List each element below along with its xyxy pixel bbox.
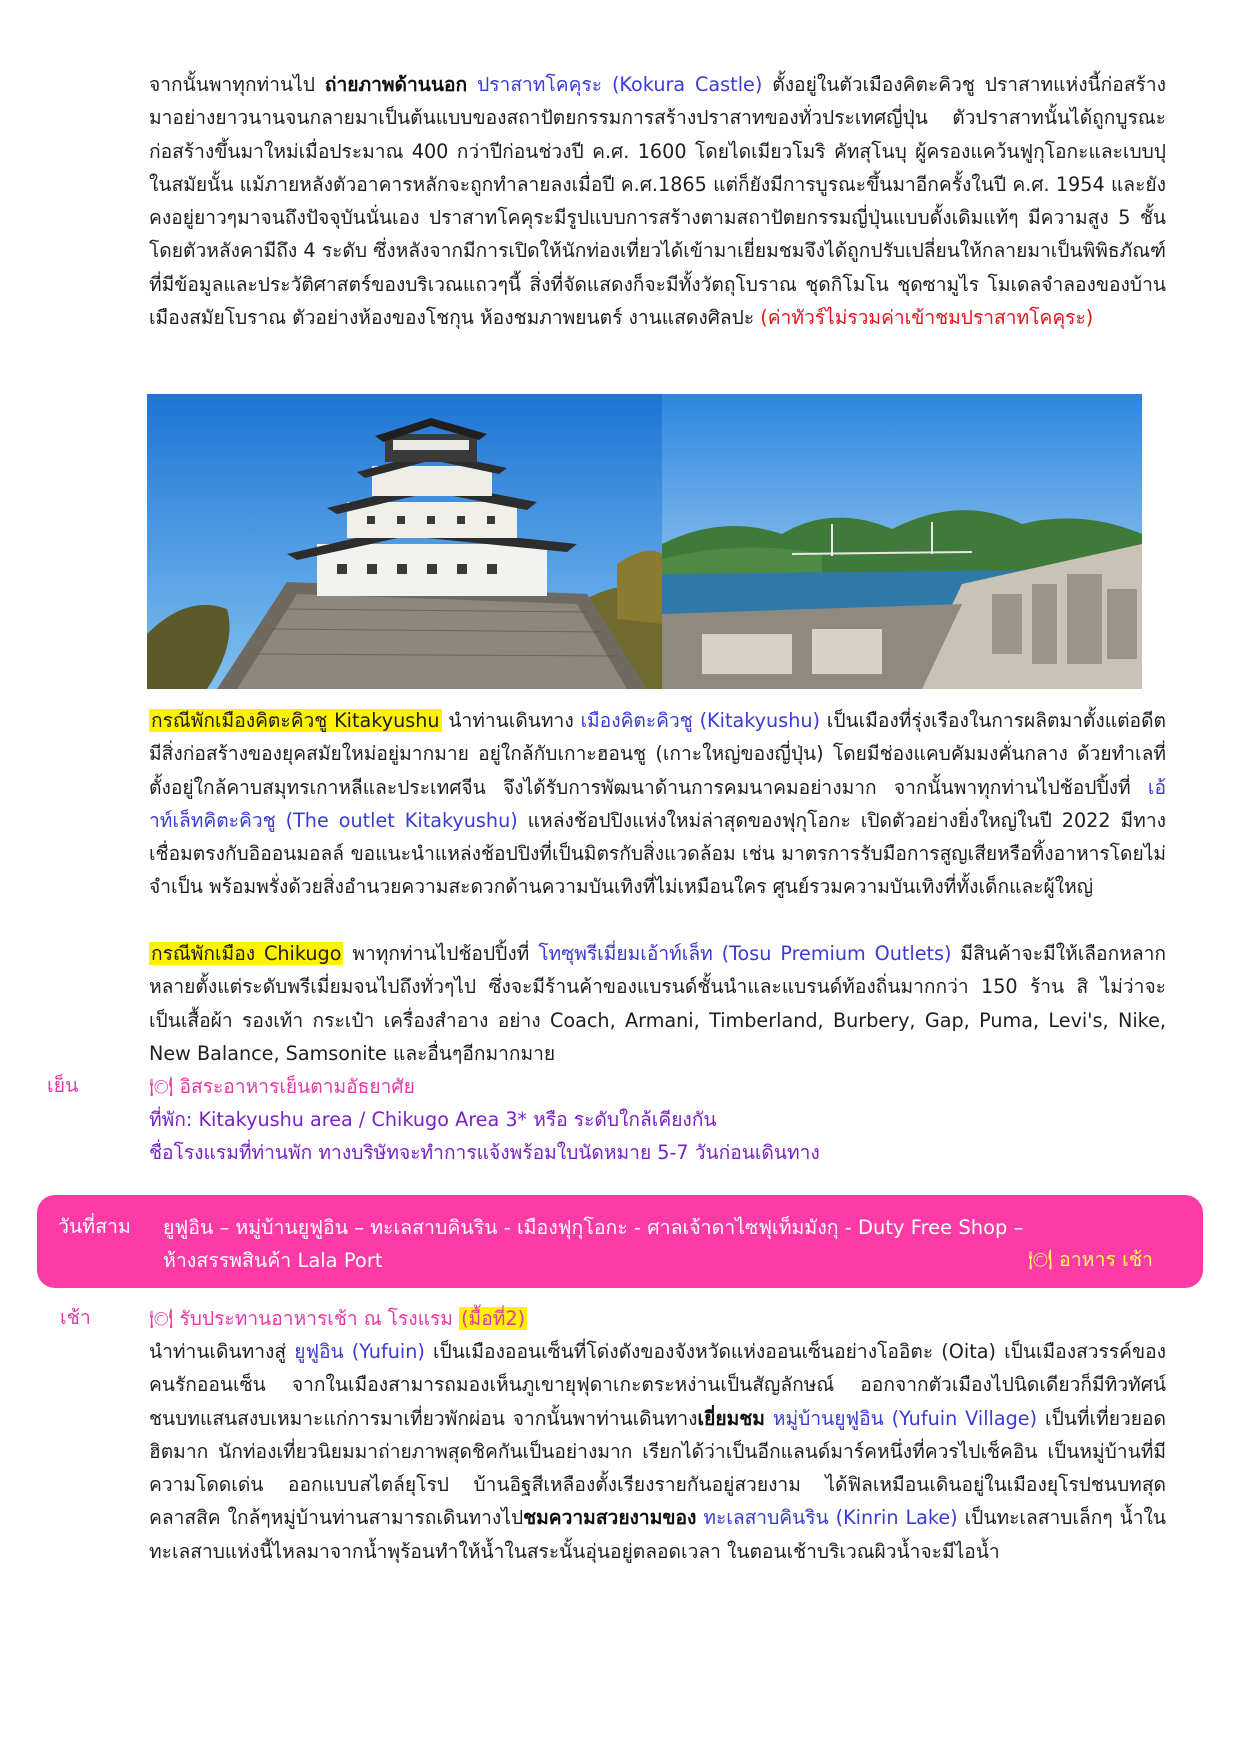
kitakyushu-text-3: แหล่งช้อปปิงแห่งใหม่ล่าสุดของฟุกุโอกะ เปิดตัวอย่างยิ่งใหญ่ในปี 2022 มีทางเชื่อมตรงกับอิออนมอลล์ ขอแนะนำแหล่งช้อปปิงที่เป็นมิตรกับสิ่งแวดล้อม เช่น มาตรการรับมือการสูญเสียหรือทิ้งอาหารโดยไม่จำเป็น พร้อมพรั่งด้วยสิ่งอำนวยความสะดวกด้านความบันเทิงที่ไม่เหมือนใคร ศูนย์รวมความบันเทิงที่ทั้งเด็กและผู้ใหญ่ — [149, 808, 1166, 899]
chikugo-highlight: กรณีพักเมือง Chikugo — [151, 942, 342, 965]
castle-description: ตั้งอยู่ในตัวเมืองคิตะคิวชู ปราสาทแห่งนี้ก่อสร้างมาอย่างยาวนานจนกลายมาเป็นต้นแบบของสถาปัตยกรรมการสร้างปราสาทของทั่วประเทศญี่ปุ่น ตัวปราสาทนั้นได้ถูกบูรณะก่อสร้างขึ้นมาใหม่เมื่อประมาณ 400 กว่าปีก่อนช่วงปี ค.ศ. 1600 โดยไดเมียวโมริ คัทสุโนบุ ผู้ครองแคว้นฟูกุโอกะและเบบปุในสมัยนั้น แม้ภายหลังตัวอาคารหลักจะถูกทำลายลงเมื่อปี ค.ศ.1865 แต่ก็ยังมีการบูรณะขึ้นมาอีกครั้งในปี ค.ศ. 1954 และยังคงอยู่ยาวๆมาจนถึงปัจจุบันนั่นเอง ปราสาทโคคุระมีรูปแบบการสร้างตามสถาปัตยกรรมญี่ปุ่นแบบดั้งเดิมแท้ๆ มีความสูง 5 ชั้น โดยตัวหลังคามีถึง 4 ระดับ ซึ่งหลังจากมีการเปิดให้นักท่องเที่ยวได้เข้ามาเยี่ยมชมจึงได้ถูกปรับเปลี่ยนให้กลายมาเป็นพิพิธภัณฑ์ที่มีข้อมูลและประวัติศาสตร์ของบริเวณแถวๆนี้ สิ่งที่จัดแสดงก็จะมีทั้งวัตถุโบราณ ชุดกิโมโน ชุดซามูไร โมเดลจำลองของบ้านเมืองสมัยโบราณ ตัวอย่างห้องของโชกุน ห้องชมภาพยนตร์ งานแสดงศิลปะ — [149, 73, 1166, 330]
kokura-castle-photo — [147, 394, 662, 689]
yufuin-text-1: นำท่านเดินทางสู่ — [149, 1340, 295, 1363]
meals-text: อาหาร เช้า — [1052, 1248, 1153, 1271]
kitakyushu-paragraph — [149, 704, 1166, 904]
yufuin-text-2: เป็นเมืองออนเซ็นที่โด่งดังของจังหวัดแห่งออนเซ็นอย่างโออิตะ (Oita) เป็นเมืองสวรรค์ของคนรักออนเซ็น จากในเมืองสามารถมองเห็นภูเขายุฟุดาเกะตระหง่านเป็นสัญลักษณ์ ออกจากตัวเมืองไปนิดเดียวก็มีทิวทัศน์ชนบทแสนสงบเหมาะแก่การมาเที่ยวพักผ่อน จากนั้นพาท่านเดินทาง — [149, 1340, 1167, 1430]
morning-label: เช้า — [60, 1306, 91, 1329]
dish-icon: 🍽 — [149, 1307, 174, 1330]
kitakyushu-text-2: เป็นเมืองที่รุ่งเรืองในการผลิตมาตั้งแต่อดีต มีสิ่งก่อสร้างของยุคสมัยใหม่อยู่มากมาย อยู่ใกล้กับเกาะฮอนชู (เกาะใหญ่ของญี่ปุ่น) โดยมีช่องแคบคัมมงคั่นกลาง ด้วยทำเลที่ตั้งอยู่ใกล้คาบสมุทรเกาหลีและประเทศจีน จึงได้รับการพัฒนาด้านการคมนาคมอย่างมาก จากนั้นพาทุกท่านไปช้อปปิ้งที่ — [149, 709, 1166, 799]
kitakyushu-city-name: เมืองคิตะคิวชู (Kitakyushu) — [580, 709, 821, 732]
yufuin-text-3: เป็นที่เที่ยวยอดฮิตมาก นักท่องเที่ยวนิยมมาถ่ายภาพสุดชิคกันเป็นอย่างมาก เรียกได้ว่าเป็นอีกแลนด์มาร์คหนึ่งที่ควรไปเช็คอิน เป็นหมู่บ้านที่มีความโดดเด่น ออกแบบสไตล์ยุโรป บ้านอิฐสีเหลืองตั้งเรียงรายกันอยู่สวยงาม ได้ฟิลเหมือนเดินอยู่ในเมืองยุโรปชนบทสุดคลาสสิค ใกล้ๆหมู่บ้านท่านสามารถเดินทางไป — [149, 1406, 1167, 1530]
kinrin-lake-text: เป็นทะเลสาบเล็กๆ น้ำในทะเลสาบแห่งนี้ไหลมาจากน้ำพุร้อนทำให้น้ำในสระนั้นอุ่นอยู่ตลอดเวลา ในตอนเช้าบริเวณผิวน้ำจะมีไอน้ำ — [149, 1506, 1166, 1563]
kitakyushu-highlight: กรณีพักเมืองคิตะคิวชู Kitakyushu — [151, 709, 440, 732]
yufuin-paragraph — [149, 1335, 1166, 1568]
spacer-text — [765, 1407, 773, 1430]
chikugo-text-1: พาทุกท่านไปช้อปปิ้งที่ — [343, 942, 539, 965]
kokura-castle-paragraph — [149, 68, 1166, 334]
hotel-note: ชื่อโรงแรมที่ท่านพัก ทางบริษัทจะทำการแจ้งพร้อมใบนัดหมาย 5-7 วันก่อนเดินทาง — [149, 1141, 820, 1164]
day-three-route — [163, 1211, 1063, 1277]
dish-icon: 🍽 — [1028, 1248, 1053, 1271]
day-three-meals — [1028, 1244, 1153, 1275]
route-line-1: ยูฟูอิน – หมู่บ้านยูฟูอิน – ทะเลสาบคินริน - เมืองฟุกุโอกะ - ศาลเจ้าดาไซฟุเท็มมังกุ - Duty Free Shop – — [163, 1216, 1024, 1239]
intro-text: จากนั้นพาทุกท่านไป — [149, 73, 325, 96]
breakfast-line — [149, 1302, 1166, 1335]
kitakyushu-text-1: นำท่านเดินทาง — [441, 709, 581, 732]
yufuin-village-name: หมู่บ้านยูฟูอิน (Yufuin Village) — [772, 1406, 1038, 1430]
day-three-bar — [37, 1195, 1203, 1288]
meal-number-badge: (มื้อที่2) — [461, 1307, 526, 1330]
evening-meal — [149, 1070, 1166, 1103]
beauty-bold: ชมความสวยงามของ — [523, 1506, 697, 1530]
chikugo-paragraph — [149, 937, 1166, 1070]
day-three-label: วันที่สาม — [58, 1215, 131, 1238]
dish-icon: 🍽 — [149, 1075, 174, 1098]
tosu-outlet-name: โทซุพรีเมี่ยมเอ้าท์เล็ท (Tosu Premium Outlets) — [538, 942, 952, 965]
visit-bold: เยี่ยมชม — [697, 1406, 765, 1430]
route-line-2: ห้างสรรพสินค้า Lala Port — [163, 1249, 383, 1272]
breakfast-text: รับประทานอาหารเช้า ณ โรงแรม — [173, 1307, 460, 1330]
photo-outside-bold: ถ่ายภาพด้านนอก — [324, 73, 468, 96]
chikugo-text-2: มีสินค้าจะมีให้เลือกหลากหลายตั้งแต่ระดับพรีเมี่ยมจนไปถึงทั่วๆไป ซึ่งจะมีร้านค้าของแบรนด์ชั้นนำและแบรนด์ท้องถิ่นมากกว่า 150 ร้าน สิ ไม่ว่าจะเป็นเสื้อผ้า รองเท้า กระเป๋า เครื่องสำอาง อย่าง Coach, Armani, Timberland, Burbery, Gap, Puma, Levi's, Nike, New Balance, Samsonite และอื่นๆอีกมากมาย — [149, 942, 1166, 1065]
hotel-line: ที่พัก: Kitakyushu area / Chikugo Area 3* หรือ ระดับใกล้เคียงกัน — [149, 1108, 717, 1131]
spacer-text — [467, 73, 477, 96]
evening-meal-text: อิสระอาหารเย็นตามอัธยาศัย — [173, 1075, 415, 1098]
kitakyushu-outlet-name: เอ้าท์เล็ทคิตะคิวชู (The outlet Kitakyushu) — [149, 775, 1166, 832]
evening-label: เย็น — [47, 1074, 79, 1097]
kokura-castle-name: ปราสาทโคคุระ (Kokura Castle) — [477, 73, 763, 96]
photo-strip — [147, 394, 1142, 689]
kinrin-lake-name: ทะเลสาบคินริน (Kinrin Lake) — [703, 1506, 958, 1530]
kitakyushu-city-photo — [662, 394, 1142, 689]
yufuin-name: ยูฟูอิน (Yufuin) — [294, 1340, 425, 1363]
castle-fee-note: (ค่าทัวร์ไม่รวมค่าเข้าชมปราสาทโคคุระ) — [760, 306, 1094, 330]
